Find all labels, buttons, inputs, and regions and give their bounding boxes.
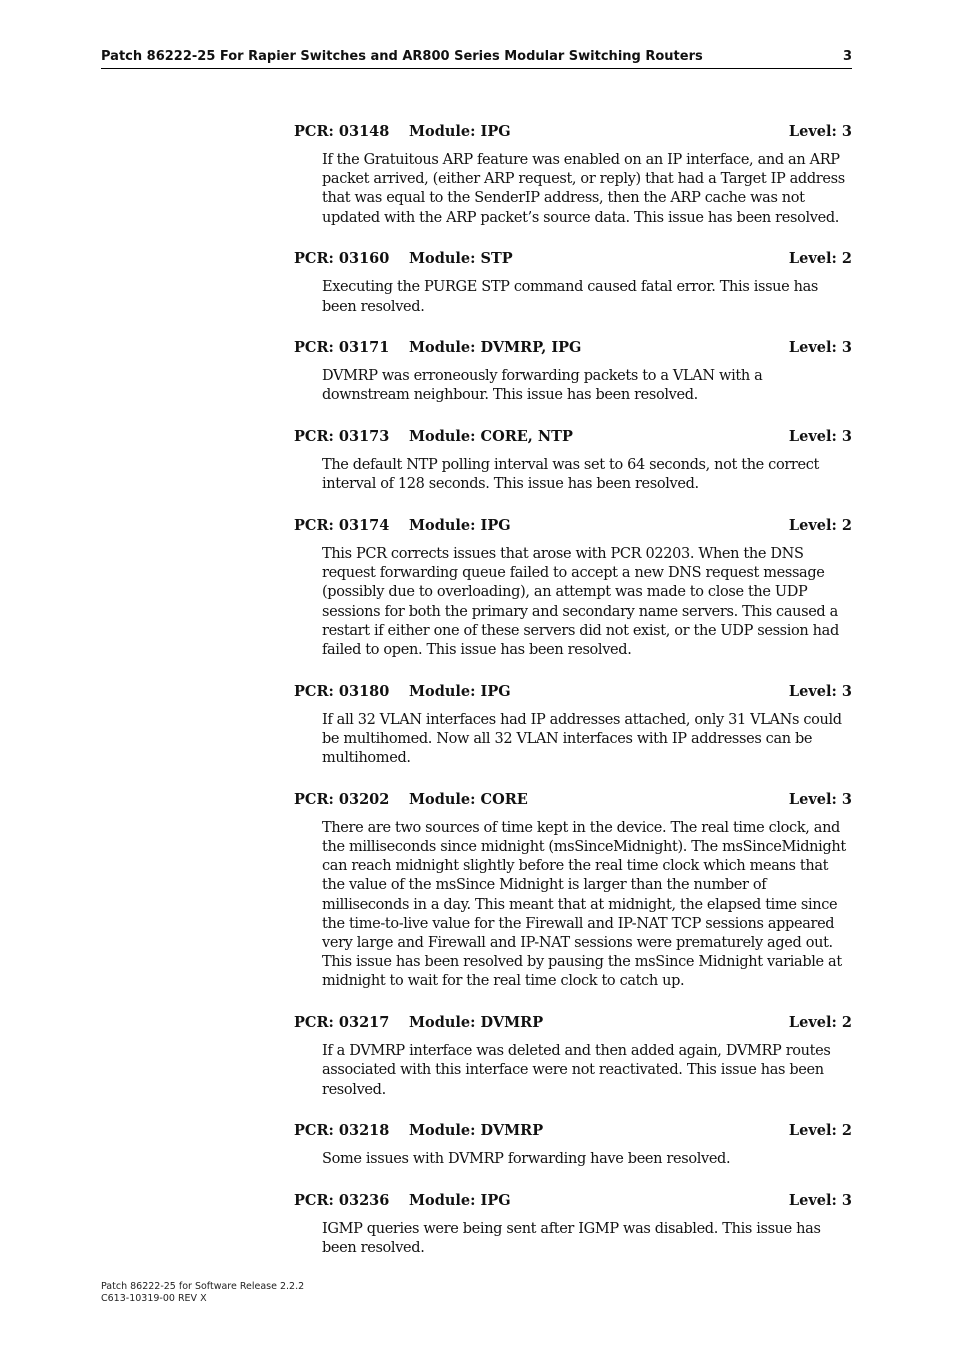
pcr-number: PCR: 03160 — [294, 250, 390, 268]
pcr-level: Level: 3 — [788, 790, 852, 808]
pcr-entry — [294, 789, 852, 992]
page-footer — [101, 1281, 304, 1305]
pcr-level: Level: 2 — [788, 250, 852, 268]
pcr-entry — [294, 248, 852, 316]
pcr-entry-heading — [294, 337, 852, 359]
pcr-level: Level: 2 — [788, 517, 852, 535]
pcr-list — [294, 121, 852, 1279]
pcr-module: Module: DVMRP — [409, 1122, 544, 1140]
pcr-module: Module: CORE, NTP — [409, 428, 573, 446]
pcr-entry — [294, 1190, 852, 1258]
pcr-number: PCR: 03173 — [294, 428, 390, 446]
pcr-description: DVMRP was erroneously forwarding packets to a VLAN with a downstream neighbour. This issue has been resolved. — [322, 368, 763, 404]
pcr-entry-heading — [294, 515, 852, 537]
footer-release: Patch 86222-25 for Software Release 2.2.2 — [101, 1281, 305, 1292]
pcr-entry — [294, 1120, 852, 1169]
pcr-module: Module: IPG — [409, 1192, 511, 1209]
pcr-level: Level: 3 — [788, 428, 852, 446]
pcr-number: PCR: 03148 — [294, 123, 390, 140]
pcr-description: There are two sources of time kept in the device. The real time clock, and the milliseconds since midnight (msSinceMidnight). The msSinceMidnight can reach midnight slightly before the real time clock which means that the value of the msSince Midnight is larger than the number of milliseconds in a day. This meant that at midnight, the elapsed time since the time-to-live value for the Firewall and IP-NAT TCP sessions appeared very large and Firewall and IP-NAT sessions were prematurely aged out. This issue has been resolved by pausing the msSince Midnight variable at midnight to wait for the real time clock to catch up. — [322, 819, 846, 990]
page-header — [101, 48, 852, 69]
pcr-level: Level: 3 — [788, 123, 852, 140]
pcr-entry-heading — [294, 1190, 852, 1212]
pcr-description: Executing the PURGE STP command caused fatal error. This issue has been resolved. — [322, 279, 819, 315]
pcr-number: PCR: 03236 — [294, 1192, 390, 1209]
pcr-module: Module: DVMRP — [409, 1014, 544, 1032]
pcr-description: If the Gratuitous ARP feature was enabled on an IP interface, and an ARP packet arrived, (either ARP request, or reply) that had a Target IP address that was equal to the SenderIP address, then the ARP cache was not updated with the ARP packet’s source data. This issue has been resolved. — [322, 152, 845, 226]
pcr-entry-heading — [294, 121, 852, 143]
pcr-entry-heading — [294, 248, 852, 270]
pcr-entry-heading — [294, 681, 852, 703]
pcr-number: PCR: 03217 — [294, 1014, 390, 1032]
pcr-module: Module: IPG — [409, 123, 511, 140]
pcr-entry-heading — [294, 426, 852, 448]
pcr-module: Module: CORE — [409, 790, 528, 808]
pcr-entry — [294, 1012, 852, 1100]
pcr-module: Module: DVMRP, IPG — [409, 339, 582, 357]
pcr-description: This PCR corrects issues that arose with PCR 02203. When the DNS request forwarding queue failed to accept a new DNS request message (possibly due to overloading), an attempt was made to close the UDP sessions for both the primary and secondary name servers. This caused a restart if either one of these servers did not exist, or the UDP session had failed to open. This issue has been resolved. — [322, 546, 839, 659]
pcr-level: Level: 2 — [788, 1014, 852, 1032]
footer-doc-number: C613-10319-00 REV X — [101, 1293, 207, 1304]
pcr-level: Level: 3 — [788, 339, 852, 357]
pcr-entry — [294, 426, 852, 494]
pcr-entry-heading — [294, 1120, 852, 1142]
pcr-number: PCR: 03180 — [294, 682, 390, 700]
pcr-number: PCR: 03202 — [294, 790, 390, 808]
pcr-description: If a DVMRP interface was deleted and then added again, DVMRP routes associated with this interface were not reactivated. This issue has been resolved. — [322, 1043, 831, 1098]
pcr-description: The default NTP polling interval was set to 64 seconds, not the correct interval of 128 seconds. This issue has been resolved. — [322, 457, 819, 493]
pcr-description: Some issues with DVMRP forwarding have been resolved. — [322, 1151, 731, 1168]
pcr-description: IGMP queries were being sent after IGMP was disabled. This issue has been resolved. — [322, 1221, 821, 1257]
pcr-level: Level: 3 — [788, 682, 852, 700]
pcr-entry — [294, 515, 852, 660]
pcr-entry — [294, 337, 852, 405]
pcr-number: PCR: 03218 — [294, 1122, 390, 1140]
pcr-level: Level: 2 — [788, 1122, 852, 1140]
pcr-module: Module: IPG — [409, 682, 511, 700]
pcr-level: Level: 3 — [788, 1192, 852, 1209]
pcr-entry-heading — [294, 1012, 852, 1034]
pcr-description: If all 32 VLAN interfaces had IP addresses attached, only 31 VLANs could be multihomed. Now all 32 VLAN interfaces with IP addresses can be multihomed. — [322, 711, 842, 767]
pcr-module: Module: IPG — [409, 517, 511, 535]
pcr-number: PCR: 03171 — [294, 339, 390, 357]
pcr-entry — [294, 681, 852, 769]
header-title: Patch 86222-25 For Rapier Switches and AR800 Series Modular Switching Routers — [101, 49, 703, 64]
pcr-entry-heading — [294, 789, 852, 811]
page-number: 3 — [842, 49, 852, 64]
pcr-module: Module: STP — [409, 250, 513, 268]
pcr-entry — [294, 121, 852, 228]
pcr-number: PCR: 03174 — [294, 517, 390, 535]
